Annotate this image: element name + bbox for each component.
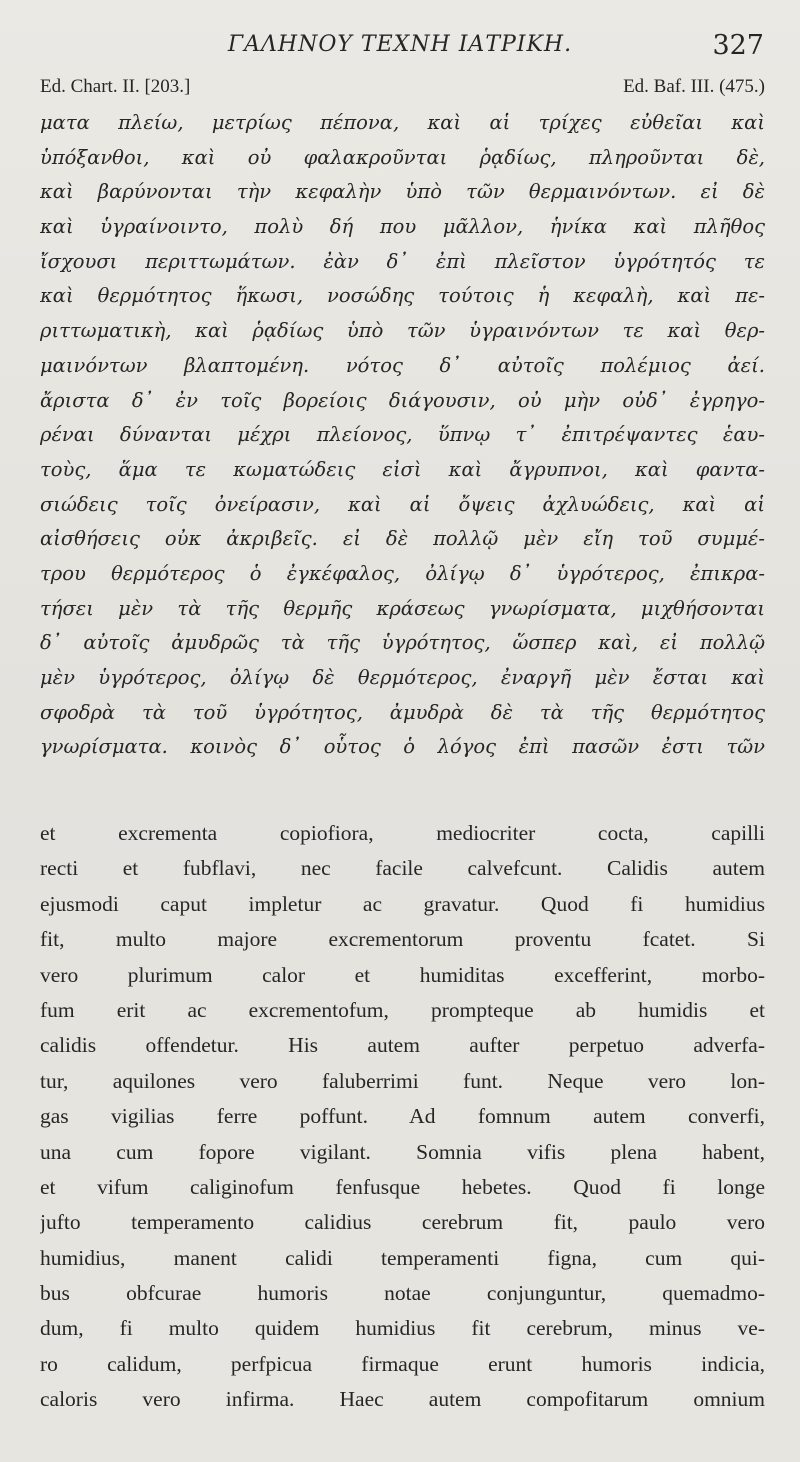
latin-text-line: fum erit ac excrementofum, prompteque ab humidis et [40, 997, 765, 1022]
latin-text-line: ejusmodi caput impletur ac gravatur. Quod fi humidius [40, 891, 765, 916]
greek-text-line: καὶ βαρύνονται τὴν κεφαλὴν ὑπὸ τῶν θερμαινόντων. εἰ δὲ [40, 180, 765, 204]
section-gap [40, 786, 765, 806]
greek-text-line: ἄριστα δ᾽ ἐν τοῖς βορείοις διάγουσιν, οὐ μὴν οὐδ᾽ ἐγρηγο- [40, 388, 765, 412]
greek-text-line: μαινόντων βλαπτομένη. νότος δ᾽ αὐτοῖς πολέμιος ἀεί. [40, 353, 765, 377]
edition-ref-chartier: Ed. Chart. II. [203.] [40, 76, 191, 97]
latin-text-line: fit, multo majore excrementorum proventu fcatet. Si [40, 927, 765, 952]
greek-text-line: ὑπόξανθοι, καὶ οὐ φαλακροῦνται ῥᾳδίως, πληροῦνται δὲ, [40, 145, 765, 169]
latin-text-line: tur, aquilones vero faluberrimi funt. Neque vero lon- [40, 1068, 765, 1093]
greek-text-line: ἴσχουσι περιττωμάτων. ἐὰν δ᾽ ἐπὶ πλεῖστον ὑγρότητός τε [40, 249, 765, 273]
greek-text-line: ριττωματικὴ, καὶ ῥᾳδίως ὑπὸ τῶν ὑγραινόντων τε καὶ θερ- [40, 319, 765, 343]
running-head [0, 30, 800, 64]
latin-text-line: et excrementa copiofiora, mediocriter cocta, capilli [40, 821, 765, 845]
greek-text-line: τήσει μὲν τὰ τῆς θερμῆς κράσεως γνωρίσματα, μιχθήσονται [40, 596, 765, 620]
latin-text-line: una cum fopore vigilant. Somnia vifis plena habent, [40, 1139, 765, 1164]
greek-text-line: τρου θερμότερος ὁ ἐγκέφαλος, ὀλίγῳ δ᾽ ὑγρότερος, ἐπικρα- [40, 561, 765, 585]
greek-text-line: ρέναι δύνανται μέχρι πλείονος, ὕπνῳ τ᾽ ἐπιτρέψαντες ἑαυ- [40, 423, 765, 447]
greek-text-line: μὲν ὑγρότερος, ὀλίγῳ δὲ θερμότερος, ἐναργῆ μὲν ἔσται καὶ [40, 666, 765, 689]
edition-ref-basel: Ed. Baf. III. (475.) [623, 76, 765, 97]
greek-text-line: σιώδεις τοῖς ὀνείρασιν, καὶ αἱ ὄψεις ἀχλυώδεις, καὶ αἱ [40, 492, 765, 516]
latin-text-line: caloris vero infirma. Haec autem compofitarum omnium [40, 1387, 765, 1412]
greek-text-line: καὶ ὑγραίνοιντο, πολὺ δή που μᾶλλον, ἡνίκα καὶ πλῆθος [40, 215, 765, 239]
greek-text-line: ματα πλείω, μετρίως πέπονα, καὶ αἱ τρίχες εὐθεῖαι καὶ [40, 111, 765, 134]
greek-text-line: καὶ θερμότητος ἥκωσι, νοσώδης τούτοις ἡ κεφαλὴ, καὶ πε- [40, 284, 765, 308]
latin-text-line: vero plurimum calor et humiditas excefferint, morbo- [40, 962, 765, 987]
latin-text-block [40, 816, 765, 1418]
greek-text-line: γνωρίσματα. κοινὸς δ᾽ οὗτος ὁ λόγος ἐπὶ πασῶν ἐστι τῶν [40, 735, 765, 759]
latin-text-line: recti et fubflavi, nec facile calvefcunt. Calidis autem [40, 856, 765, 881]
greek-text-block [40, 106, 765, 765]
latin-text-line: ro calidum, perfpicua firmaque erunt humoris indicia, [40, 1351, 765, 1376]
latin-text-line: humidius, manent calidi temperamenti figna, cum qui- [40, 1245, 765, 1270]
latin-text-line: jufto temperamento calidius cerebrum fit, paulo vero [40, 1210, 765, 1235]
running-title: ΓΑΛΗΝΟΥ ΤΕΧΝΗ ΙΑΤΡΙΚΗ. [227, 32, 573, 57]
edition-references [40, 76, 765, 104]
greek-text-line: τοὺς, ἅμα τε κωματώδεις εἰσὶ καὶ ἄγρυπνοι, καὶ φαντα- [40, 457, 765, 481]
latin-text-line: dum, fi multo quidem humidius fit cerebrum, minus ve- [40, 1316, 765, 1341]
greek-text-line: σφοδρὰ τὰ τοῦ ὑγρότητος, ἀμυδρὰ δὲ τὰ τῆς θερμότητος [40, 700, 765, 724]
latin-text-line: calidis offendetur. His autem aufter perpetuo adverfa- [40, 1033, 765, 1058]
page-number: 327 [712, 30, 764, 61]
greek-text-line: δ᾽ αὐτοῖς ἀμυδρῶς τὰ τῆς ὑγρότητος, ὥσπερ καὶ, εἰ πολλῷ [40, 631, 765, 655]
latin-text-line: gas vigilias ferre poffunt. Ad fomnum autem converfi, [40, 1104, 765, 1129]
greek-text-line: αἰσθήσεις οὐκ ἀκριβεῖς. εἰ δὲ πολλῷ μὲν εἴη τοῦ συμμέ- [40, 527, 765, 551]
latin-text-line: et vifum caliginofum fenfusque hebetes. Quod fi longe [40, 1174, 765, 1199]
latin-text-line: bus obfcurae humoris notae conjunguntur, quemadmo- [40, 1281, 765, 1306]
